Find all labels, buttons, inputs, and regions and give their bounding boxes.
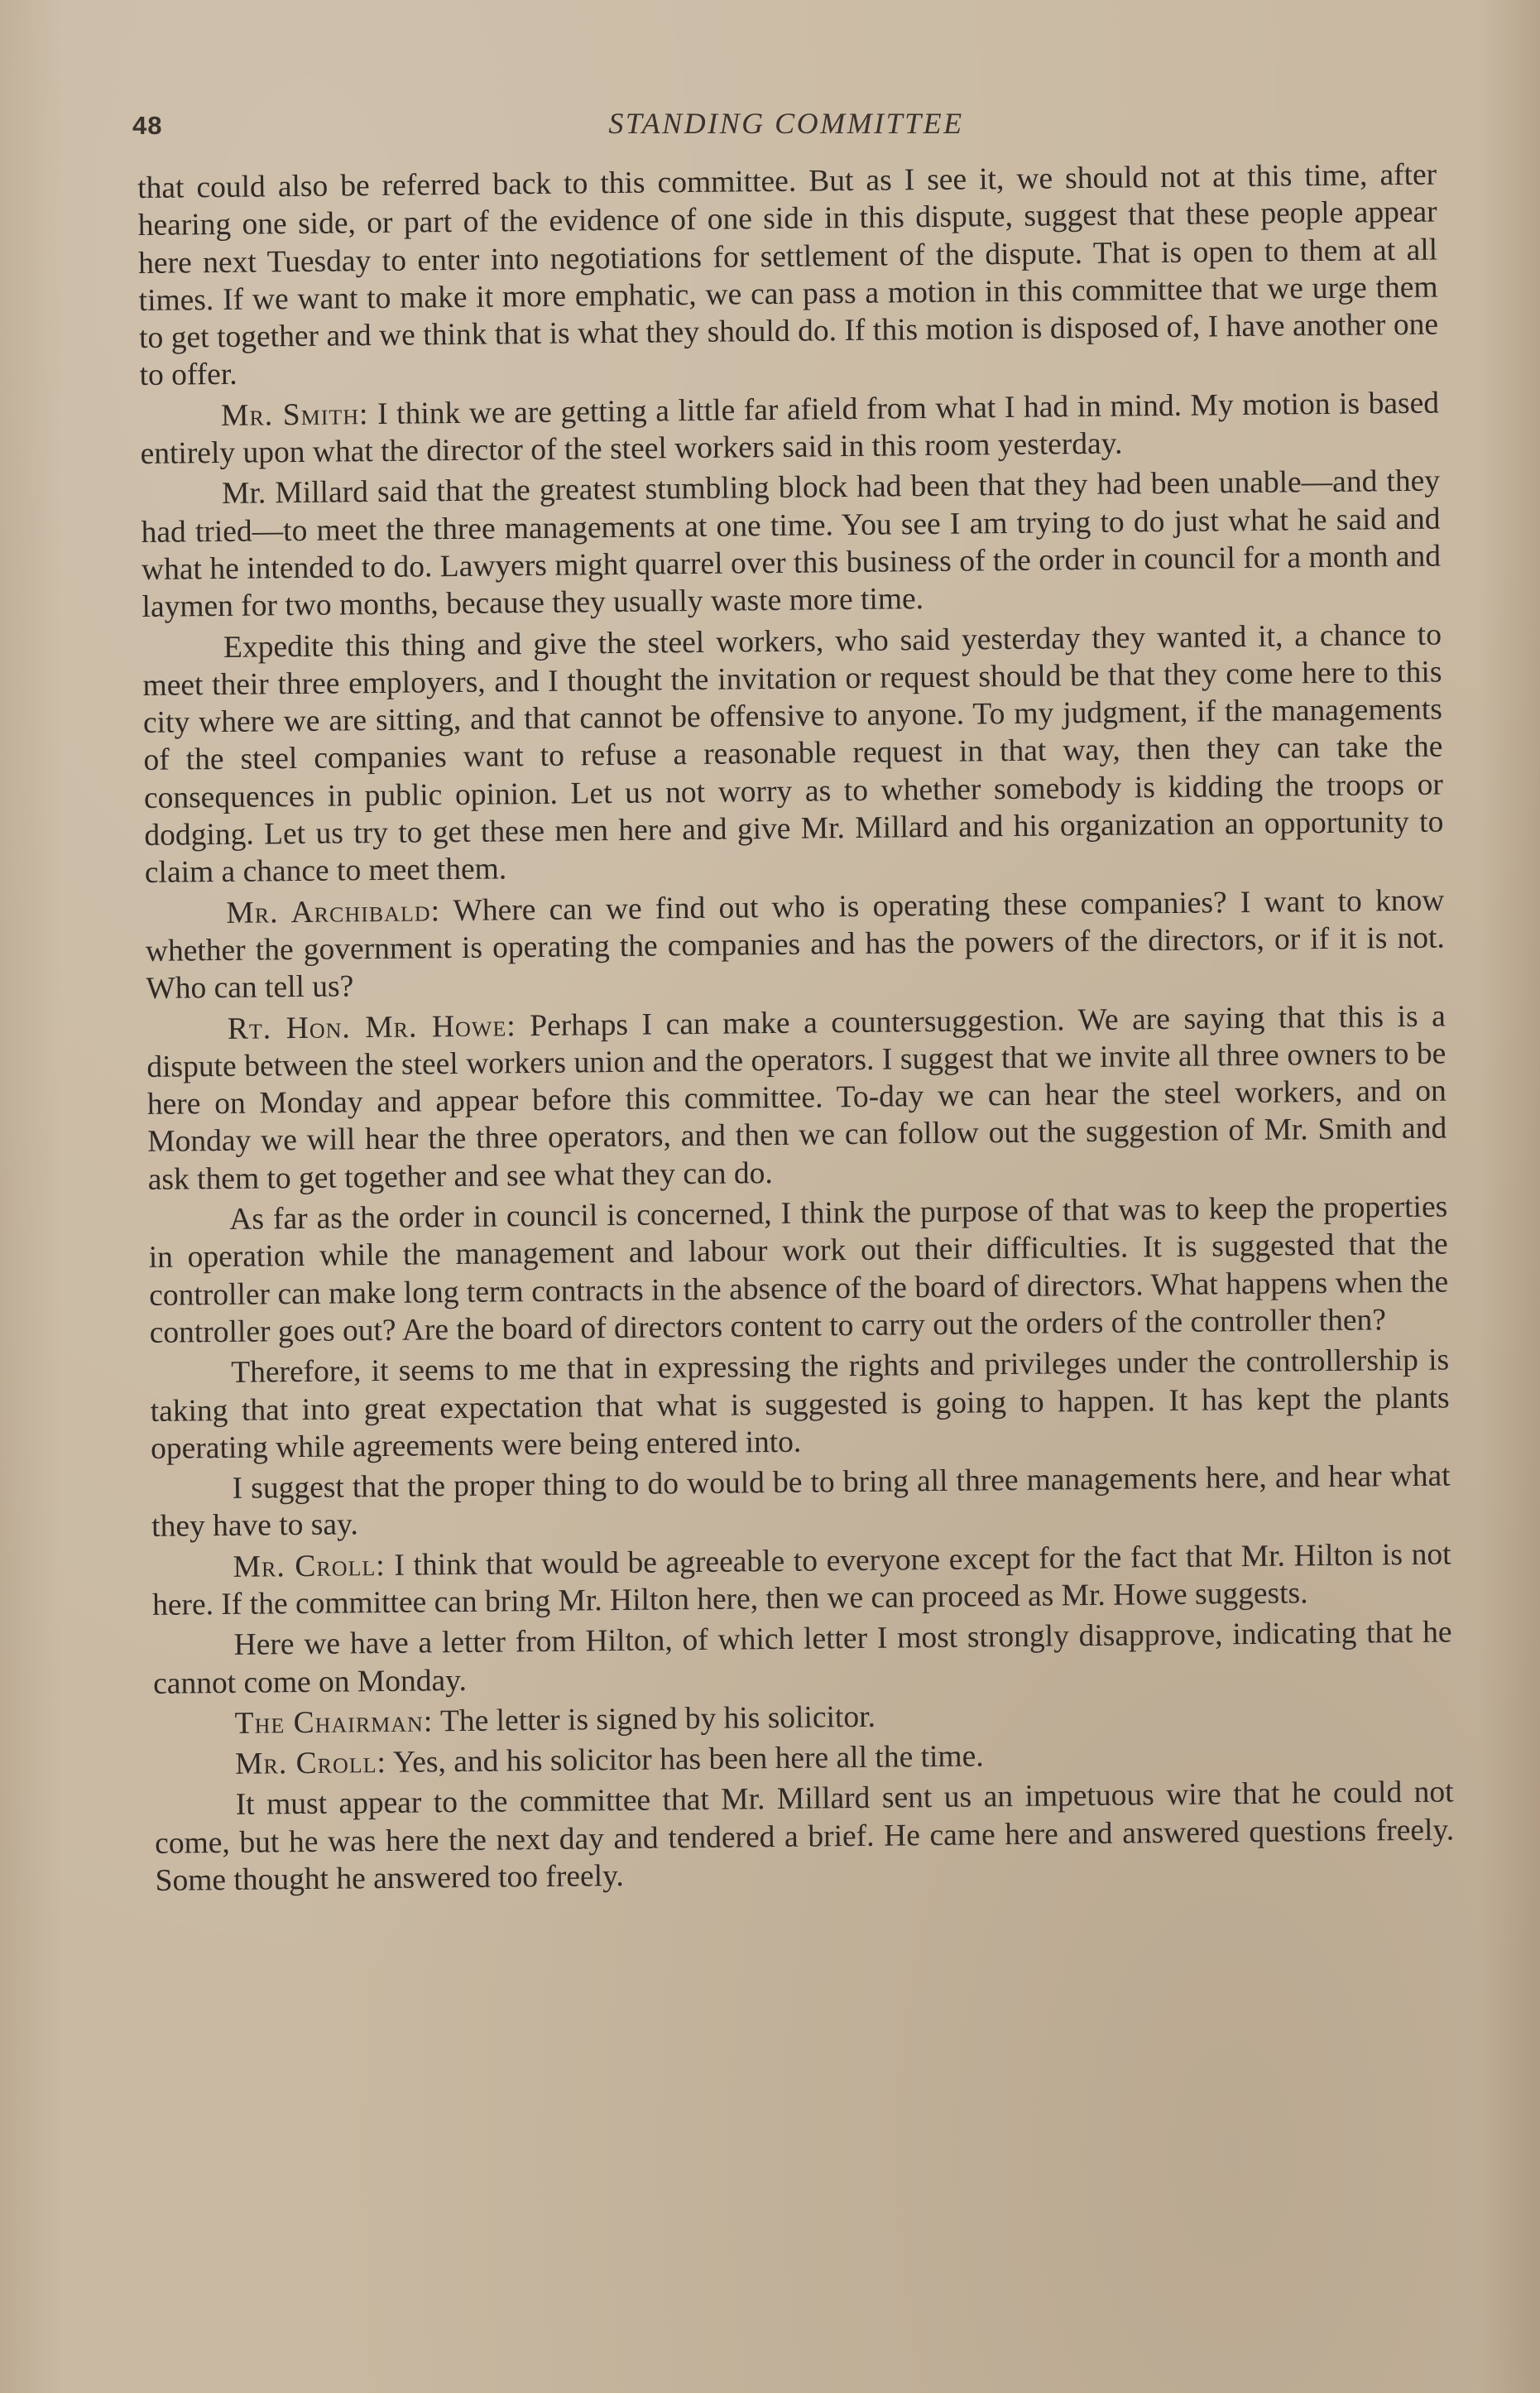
paragraph — [146, 997, 1447, 1199]
paragraph-text: Where can we find out who is operating these companies? I want to know whether the government is operating the companies and has the powers of the directors, or if it is not. Who can tell us? — [145, 883, 1446, 1007]
paragraph-text: Here we have a letter from Hilton, of which letter I most strongly disapprove, indicating that he cannot come on Monday. — [152, 1615, 1452, 1701]
paragraph — [151, 1535, 1451, 1624]
page-number: 48 — [132, 111, 163, 140]
paragraph — [137, 156, 1439, 395]
paragraph — [140, 384, 1440, 473]
paragraph — [150, 1342, 1450, 1468]
body-text — [137, 156, 1455, 1904]
paragraph — [148, 1189, 1449, 1353]
paragraph-text: Expedite this thing and give the steel workers, who said yesterday they wanted it, a chance to meet their three employers, and I thought the invitation or request should be that they come here to this city where we are sitting, and that cannot be offensive to anyone. To my judgment, if the managements of the steel companies want to refuse a reasonable request in that way, then they can take the consequences in public opinion. Let us not worry as to whether somebody is kidding the troops or dodging. Let us try to get these men here and give Mr. Millard and his organization an opportunity to claim a chance to meet them. — [142, 617, 1444, 891]
paragraph-text: I think that would be agreeable to everyone except for the fact that Mr. Hilton is not here. If the committee can bring Mr. Hilton here, then we can proceed as Mr. Howe suggests. — [151, 1537, 1451, 1622]
speaker-name: The Chairman: — [234, 1704, 434, 1741]
paragraph — [152, 1614, 1452, 1703]
speaker-name: Mr. Croll: — [234, 1746, 387, 1782]
paragraph — [141, 463, 1442, 627]
page-header — [132, 106, 1440, 147]
paragraph — [145, 882, 1445, 1007]
paragraph-text: I suggest that the proper thing to do would be to bring all three managements here, and hear what they have to say. — [151, 1458, 1451, 1545]
paragraph — [154, 1774, 1454, 1900]
paragraph-text: The letter is signed by his solicitor. — [433, 1699, 876, 1739]
speaker-name: Mr. Croll: — [233, 1548, 386, 1584]
paragraph-text: I think we are getting a little far afield from what I had in mind. My motion is based entirely upon what the director of the steel workers said in this room yesterday. — [140, 386, 1440, 472]
paragraph-text: Perhaps I can make a countersuggestion. We are saying that this is a dispute between the steel workers union and the operators. I suggest that we invite all three owners to be here on Monday and appear before this committee. To-day we can hear the steel workers, and on Monday we will hear the three operators, and then we can follow out the suggestion of Mr. Smith and ask them to get together and see what they can do. — [146, 999, 1447, 1197]
paragraph — [151, 1458, 1451, 1546]
paragraph — [142, 616, 1444, 892]
paragraph-text: As far as the order in council is concerned, I think the purpose of that was to keep the properties in operation while the management and labour work out their difficulties. It is suggested that the controller can make long term contracts in the absence of the board of directors. What happens when the controller goes out? Are the board of directors content to carry out the orders of the controller then? — [148, 1189, 1449, 1350]
paragraph-text: Mr. Millard said that the greatest stumbling block had been that they had been unable—and they had tried—to meet the three managements at one time. You see I am trying to do just what he said and what he intended to do. Lawyers might quarrel over this business of the order in council for a month and laymen for two months, because they usually waste more time. — [141, 464, 1442, 625]
speaker-name: Rt. Hon. Mr. Howe: — [227, 1008, 516, 1046]
paragraph-text: that could also be referred back to this committee. But as I see it, we should not at this time, after hearing one side, or part of the evidence of one side in this dispute, suggest that these people appear here next Tuesday to enter into negotiations for settlement of the dispute. That is open to them at all times. If we want to make it more emphatic, we can pass a motion in this committee that we urge them to get together and we think that is what they should do. If this motion is disposed of, I have another one to offer. — [137, 157, 1439, 393]
running-head: STANDING COMMITTEE — [608, 107, 964, 140]
paragraph-text: Therefore, it seems to me that in expressing the rights and privileges under the controllership is taking that into great expectation that what is suggested is going to happen. It has kept the plants operating while agreements were being entered into. — [150, 1343, 1450, 1466]
speaker-name: Mr. Archibald: — [226, 893, 441, 930]
paragraph-text: It must appear to the committee that Mr. Millard sent us an impetuous wire that he could not come, but he was here the next day and tendered a brief. He came here and answered questions freely. Some thought he answered too freely. — [154, 1775, 1455, 1898]
speaker-name: Mr. Smith: — [220, 396, 369, 433]
paragraph-text: Yes, and his solicitor has been here all the time. — [386, 1739, 984, 1780]
